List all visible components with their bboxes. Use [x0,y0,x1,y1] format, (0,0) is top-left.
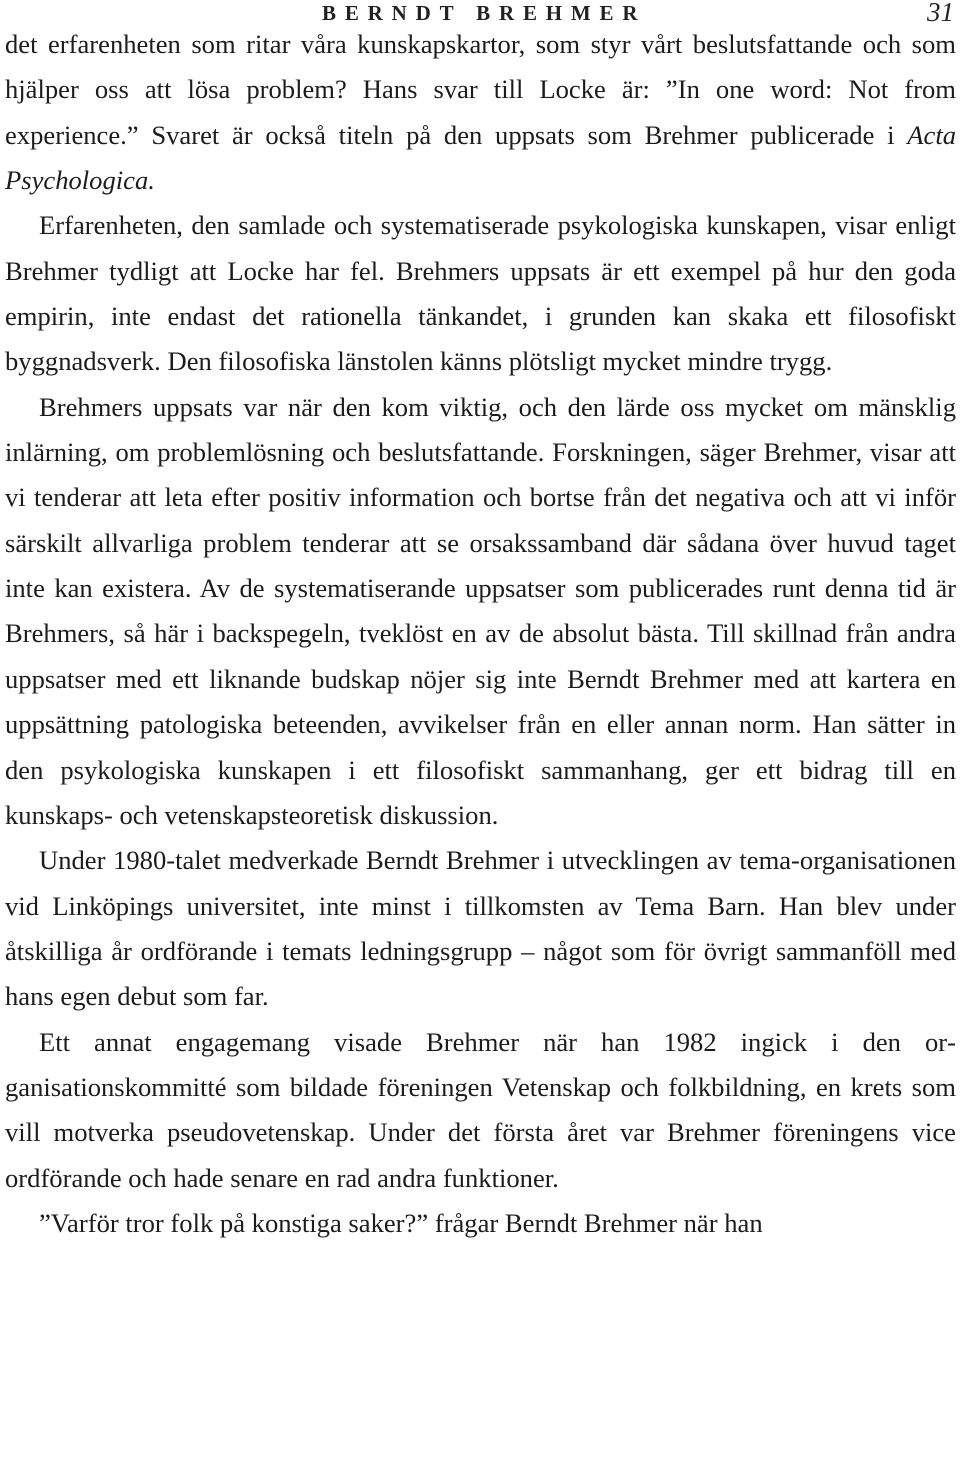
paragraph-6: ”Varför tror folk på konstiga saker?” frågar Berndt Brehmer när han [39,1207,763,1238]
paragraph-4: Under 1980-talet medverkade Berndt Brehmer i utvecklingen av tema-organisationen vid Linköpings universitet, inte minst i tillkomsten av Tema Barn. Han blev under åtskilliga år ordförande i temats ledningsgrupp – något som för övrigt sammanföll med hans egen debut som far. [5,845,956,1012]
body-text [5,22,956,1246]
running-head: BERNDT BREHMER [322,1,647,25]
paragraph-1 [5,22,956,203]
paragraph-5: Ett annat engagemang visade Brehmer när han 1982 ingick i den organisationskommitté som bildade föreningen Vetenskap och folkbildning, en krets som vill motverka pseudovetenskap. Under det första året var Brehmer föreningens vice ordförande och hade senare en rad andra funktioner. [5,1026,956,1193]
journal-title: Acta Psychologica. [5,119,956,196]
paragraph-3: Brehmers uppsats var när den kom viktig, och den lärde oss mycket om mänsklig inlärning, om problemlösning och beslutsfattande. Forskningen, säger Brehmer, visar att vi tenderar att leta efter positiv information och bortse från det negativa och att vi inför särskilt allvarliga problem tenderar att se orsakssamband där sådana över huvud taget inte kan existera. Av de systematiserande uppsatser som publicerades runt denna tid är Brehmers, så här i backspegeln, tveklöst en av de absolut bästa. Till skillnad från andra uppsatser med ett liknande budskap nöjer sig inte Berndt Brehmer med att kartera en uppsättning patologiska beteenden, avvikelser från en eller annan norm. Han sätter in den psykologiska kunskapen i ett filosofiskt sammanhang, ger ett bidrag till en kunskaps- och vetenskapsteoretisk diskussion. [5,391,956,830]
page-number: 31 [927,0,954,27]
paragraph-1-text: det erfarenheten som ritar våra kunskapskartor, som styr vårt beslutsfattande och som hjälper oss att lösa problem? Hans svar till Locke är: ”In one word: Not from experience.” Svaret är också titeln på den uppsats som Brehmer publicerade i [5,29,956,150]
paragraph-2: Erfarenheten, den samlade och systematiserade psykologiska kunskapen, visar enligt Brehmer tydligt att Locke har fel. Brehmers uppsats är ett exempel på hur den goda empirin, inte endast det rationella tänkandet, i grunden kan skaka ett filosofiskt byggnadsverk. Den filosofiska länstolen känns plötsligt mycket mindre trygg. [5,210,956,377]
